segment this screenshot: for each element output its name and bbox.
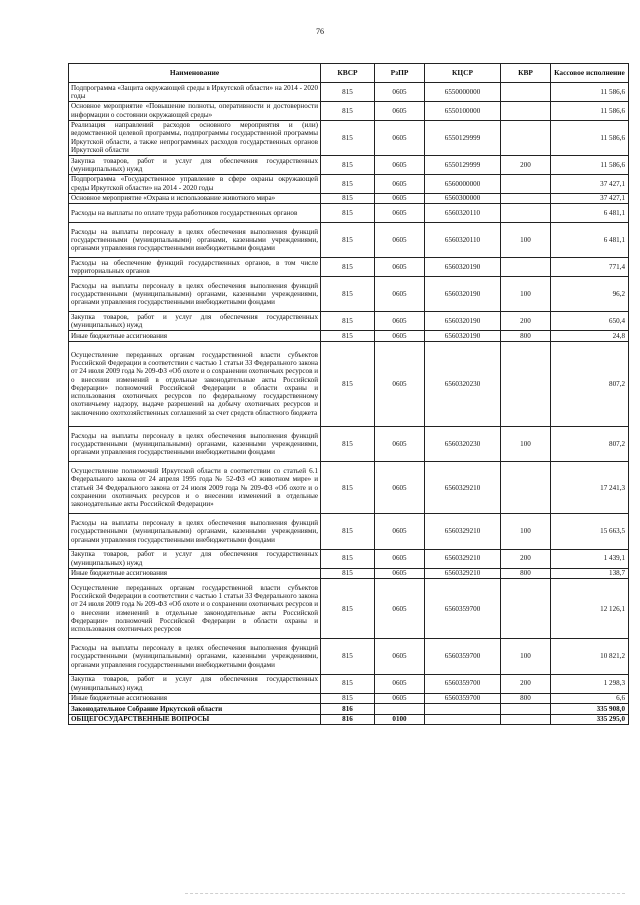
- cell-kvr: 100: [501, 639, 551, 674]
- cell-name: Расходы на обеспечение функций государственных органов, в том числе территориальных органов: [69, 258, 321, 277]
- cell-name: Расходы на выплаты по оплате труда работников государственных органов: [69, 204, 321, 223]
- cell-name: Осуществление полномочий Иркутской области в соответствии со статьей 6.1 Федерального закона от 24 апреля 1995 года № 52-ФЗ «О животном мире» и статьей 34 Федерального закона от 24 июля 2009 года № 209-ФЗ «Об охоте и о сохранении охотничьих ресурсов и о внесении изменений в отдельные законодательные акты Российской Федерации»: [69, 462, 321, 514]
- cell-name: Иные бюджетные ассигнования: [69, 331, 321, 342]
- cell-amount: 335 908,0: [551, 704, 629, 715]
- cell-kvr: [501, 120, 551, 155]
- table-row: [69, 258, 629, 277]
- cell-kcsr: 6560320110: [425, 222, 501, 257]
- cell-name: Расходы на выплаты персоналу в целях обеспечения выполнения функций государственными (муниципальными) органами, казенными учреждениями, органами управления государственными внебюджетными фондами: [69, 639, 321, 674]
- cell-kcsr: 6560000000: [425, 174, 501, 193]
- cell-kcsr: 6560320230: [425, 426, 501, 461]
- cell-amount: 138,7: [551, 568, 629, 579]
- cell-kcsr: 6560359700: [425, 579, 501, 639]
- cell-amount: 771,4: [551, 258, 629, 277]
- table-row: [69, 331, 629, 342]
- cell-amount: 6 481,1: [551, 204, 629, 223]
- cell-rzpr: 0605: [375, 693, 425, 704]
- table-row: [69, 693, 629, 704]
- cell-rzpr: 0605: [375, 193, 425, 204]
- cell-kvr: [501, 704, 551, 715]
- cell-kvr: [501, 258, 551, 277]
- cell-rzpr: 0605: [375, 568, 425, 579]
- cell-rzpr: 0605: [375, 341, 425, 426]
- cell-amount: 650,4: [551, 312, 629, 331]
- cell-kvsr: 815: [321, 639, 375, 674]
- cell-name: Расходы на выплаты персоналу в целях обеспечения выполнения функций государственными (муниципальными) органами, казенными учреждениями, органами управления государственными внебюджетными фондами: [69, 222, 321, 257]
- table-row: [69, 101, 629, 120]
- cell-amount: 24,8: [551, 331, 629, 342]
- table-row: [69, 462, 629, 514]
- cell-kvsr: 815: [321, 341, 375, 426]
- cell-amount: 807,2: [551, 426, 629, 461]
- table-row: [69, 674, 629, 693]
- cell-rzpr: 0605: [375, 258, 425, 277]
- cell-kcsr: 6560320190: [425, 331, 501, 342]
- cell-name: Осуществление переданных органам государственной власти субъектов Российской Федерации в соответствии с частью 1 статьи 33 Федерального закона от 24 июля 2009 года № 209-ФЗ «Об охоте и о сохранении охотничьих ресурсов и о внесении изменений в отдельные законодательные акты Российской Федерации» полномочий Российской Федерации в области охраны и использования охотничьих ресурсов по федеральному государственному охотничьему надзору, выдаче разрешений на добычу охотничьих ресурсов и заключению охотхозяйственных соглашений за счет средств областного бюджета: [69, 341, 321, 426]
- cell-rzpr: 0605: [375, 312, 425, 331]
- cell-rzpr: 0605: [375, 674, 425, 693]
- cell-name: Закупка товаров, работ и услуг для обеспечения государственных (муниципальных) нужд: [69, 674, 321, 693]
- table-row: [69, 704, 629, 715]
- cell-kcsr: 6560359700: [425, 639, 501, 674]
- table-row: [69, 312, 629, 331]
- cell-amount: 11 586,6: [551, 101, 629, 120]
- table-row: [69, 568, 629, 579]
- page-number: 76: [316, 27, 324, 36]
- table-row: [69, 222, 629, 257]
- cell-name: ОБЩЕГОСУДАРСТВЕННЫЕ ВОПРОСЫ: [69, 714, 321, 725]
- cell-kvr: 100: [501, 426, 551, 461]
- cell-name: Закупка товаров, работ и услуг для обеспечения государственных (муниципальных) нужд: [69, 312, 321, 331]
- cell-kvr: 200: [501, 674, 551, 693]
- cell-amount: 1 439,1: [551, 549, 629, 568]
- cell-kvsr: 815: [321, 549, 375, 568]
- cell-kcsr: 6550129999: [425, 120, 501, 155]
- cell-kcsr: 6560359700: [425, 674, 501, 693]
- table-row: [69, 174, 629, 193]
- cell-rzpr: 0100: [375, 714, 425, 725]
- cell-rzpr: 0605: [375, 101, 425, 120]
- cell-rzpr: 0605: [375, 222, 425, 257]
- cell-kcsr: 6560320230: [425, 341, 501, 426]
- cell-kvr: [501, 579, 551, 639]
- cell-amount: 6,6: [551, 693, 629, 704]
- cell-rzpr: 0605: [375, 639, 425, 674]
- cell-kvsr: 816: [321, 704, 375, 715]
- table-row: [69, 426, 629, 461]
- cell-kvr: 100: [501, 277, 551, 312]
- cell-kvr: 100: [501, 514, 551, 549]
- cell-kcsr: 6560320190: [425, 258, 501, 277]
- cell-kvsr: 815: [321, 426, 375, 461]
- cell-name: Иные бюджетные ассигнования: [69, 568, 321, 579]
- cell-kvr: 200: [501, 155, 551, 174]
- cell-amount: 11 586,6: [551, 120, 629, 155]
- cell-name: Основное мероприятие «Повышение полноты, оперативности и достоверности информации о состоянии окружающей среды»: [69, 101, 321, 120]
- cell-amount: 11 586,6: [551, 155, 629, 174]
- cell-kvsr: 815: [321, 462, 375, 514]
- cell-kvr: [501, 714, 551, 725]
- column-header-amount: Кассовое исполнение: [551, 64, 629, 83]
- cell-name: Законодательное Собрание Иркутской области: [69, 704, 321, 715]
- cell-kcsr: 6560320190: [425, 277, 501, 312]
- cell-rzpr: [375, 704, 425, 715]
- cell-rzpr: 0605: [375, 120, 425, 155]
- cell-amount: 12 126,1: [551, 579, 629, 639]
- table-body: [69, 83, 629, 725]
- cell-kvr: 800: [501, 693, 551, 704]
- cell-kvr: [501, 193, 551, 204]
- cell-kvsr: 815: [321, 193, 375, 204]
- cell-rzpr: 0605: [375, 514, 425, 549]
- cell-kvsr: 815: [321, 204, 375, 223]
- cell-kvsr: 815: [321, 579, 375, 639]
- cell-kvsr: 815: [321, 312, 375, 331]
- scan-artifact: [185, 893, 625, 897]
- cell-name: Осуществление переданных органам государственной власти субъектов Российской Федерации в соответствии с частью 1 статьи 33 Федерального закона от 24 июля 2009 года № 209-ФЗ «Об охоте и о сохранении охотничьих ресурсов и о внесении изменений в отдельные законодательные акты Российской Федерации» полномочий Российской Федерации в области охраны и использования охотничьих ресурсов: [69, 579, 321, 639]
- cell-amount: 335 295,0: [551, 714, 629, 725]
- column-header-name: Наименование: [69, 64, 321, 83]
- cell-name: Подпрограмма «Защита окружающей среды в Иркутской области» на 2014 - 2020 годы: [69, 83, 321, 102]
- cell-kcsr: 6560359700: [425, 693, 501, 704]
- cell-rzpr: 0605: [375, 579, 425, 639]
- cell-amount: 1 298,3: [551, 674, 629, 693]
- column-header-kvr: КВР: [501, 64, 551, 83]
- cell-kvr: 800: [501, 331, 551, 342]
- cell-kvr: [501, 341, 551, 426]
- cell-kvsr: 815: [321, 568, 375, 579]
- cell-kvr: 200: [501, 549, 551, 568]
- cell-name: Подпрограмма «Государственное управление в сфере охраны окружающей среды Иркутской области» на 2014 - 2020 годы: [69, 174, 321, 193]
- cell-amount: 37 427,1: [551, 174, 629, 193]
- cell-amount: 15 663,5: [551, 514, 629, 549]
- cell-amount: 37 427,1: [551, 193, 629, 204]
- cell-kcsr: 6550129999: [425, 155, 501, 174]
- cell-rzpr: 0605: [375, 155, 425, 174]
- cell-kvsr: 815: [321, 514, 375, 549]
- cell-kcsr: 6560329210: [425, 568, 501, 579]
- cell-kvr: 100: [501, 222, 551, 257]
- cell-kcsr: 6550100000: [425, 101, 501, 120]
- cell-amount: 96,2: [551, 277, 629, 312]
- table-row: [69, 549, 629, 568]
- cell-kcsr: [425, 704, 501, 715]
- cell-name: Закупка товаров, работ и услуг для обеспечения государственных (муниципальных) нужд: [69, 155, 321, 174]
- cell-rzpr: 0605: [375, 331, 425, 342]
- cell-name: Расходы на выплаты персоналу в целях обеспечения выполнения функций государственными (муниципальными) органами, казенными учреждениями, органами управления государственными внебюджетными фондами: [69, 277, 321, 312]
- cell-amount: 17 241,3: [551, 462, 629, 514]
- cell-kvsr: 816: [321, 714, 375, 725]
- cell-kvsr: 815: [321, 174, 375, 193]
- cell-kcsr: [425, 714, 501, 725]
- cell-kvr: [501, 101, 551, 120]
- cell-name: Закупка товаров, работ и услуг для обеспечения государственных (муниципальных) нужд: [69, 549, 321, 568]
- cell-name: Расходы на выплаты персоналу в целях обеспечения выполнения функций государственными (муниципальными) органами, казенными учреждениями, органами управления государственными внебюджетными фондами: [69, 514, 321, 549]
- budget-table: [68, 63, 629, 725]
- cell-kvr: [501, 204, 551, 223]
- cell-kvsr: 815: [321, 693, 375, 704]
- cell-rzpr: 0605: [375, 83, 425, 102]
- column-header-kvsr: КВСР: [321, 64, 375, 83]
- table-row: [69, 341, 629, 426]
- cell-kcsr: 6560329210: [425, 514, 501, 549]
- cell-kcsr: 6550000000: [425, 83, 501, 102]
- cell-kvsr: 815: [321, 83, 375, 102]
- table-row: [69, 514, 629, 549]
- column-header-kcsr: КЦСР: [425, 64, 501, 83]
- cell-kvsr: 815: [321, 674, 375, 693]
- cell-name: Иные бюджетные ассигнования: [69, 693, 321, 704]
- column-header-rzpr: РзПР: [375, 64, 425, 83]
- cell-rzpr: 0605: [375, 426, 425, 461]
- cell-kcsr: 6560300000: [425, 193, 501, 204]
- table-row: [69, 83, 629, 102]
- cell-kvr: [501, 174, 551, 193]
- cell-kvsr: 815: [321, 277, 375, 312]
- cell-kvr: [501, 462, 551, 514]
- cell-kvsr: 815: [321, 120, 375, 155]
- cell-kcsr: 6560320110: [425, 204, 501, 223]
- cell-kvr: 800: [501, 568, 551, 579]
- table-row: [69, 714, 629, 725]
- table-row: [69, 155, 629, 174]
- cell-kvsr: 815: [321, 155, 375, 174]
- cell-kvsr: 815: [321, 258, 375, 277]
- cell-amount: 807,2: [551, 341, 629, 426]
- cell-rzpr: 0605: [375, 277, 425, 312]
- cell-rzpr: 0605: [375, 549, 425, 568]
- cell-amount: 10 821,2: [551, 639, 629, 674]
- header-row: [69, 64, 629, 83]
- table-row: [69, 193, 629, 204]
- cell-kvsr: 815: [321, 101, 375, 120]
- table-row: [69, 204, 629, 223]
- table-row: [69, 579, 629, 639]
- cell-amount: 6 481,1: [551, 222, 629, 257]
- cell-kvsr: 815: [321, 222, 375, 257]
- cell-kvr: [501, 83, 551, 102]
- cell-rzpr: 0605: [375, 174, 425, 193]
- cell-kcsr: 6560320190: [425, 312, 501, 331]
- cell-kcsr: 6560329210: [425, 549, 501, 568]
- cell-rzpr: 0605: [375, 462, 425, 514]
- cell-kvsr: 815: [321, 331, 375, 342]
- cell-name: Основное мероприятие «Охрана и использование животного мира»: [69, 193, 321, 204]
- cell-kvr: 200: [501, 312, 551, 331]
- cell-amount: 11 586,6: [551, 83, 629, 102]
- cell-name: Реализация направлений расходов основного мероприятия и (или) ведомственной целевой программы, подпрограммы государственной программы Иркутской области, а также непрограммных расходов государственных органов Иркутской области: [69, 120, 321, 155]
- table-row: [69, 120, 629, 155]
- table-row: [69, 639, 629, 674]
- cell-kcsr: 6560329210: [425, 462, 501, 514]
- cell-rzpr: 0605: [375, 204, 425, 223]
- cell-name: Расходы на выплаты персоналу в целях обеспечения выполнения функций государственными (муниципальными) органами, казенными учреждениями, органами управления государственными внебюджетными фондами: [69, 426, 321, 461]
- table-row: [69, 277, 629, 312]
